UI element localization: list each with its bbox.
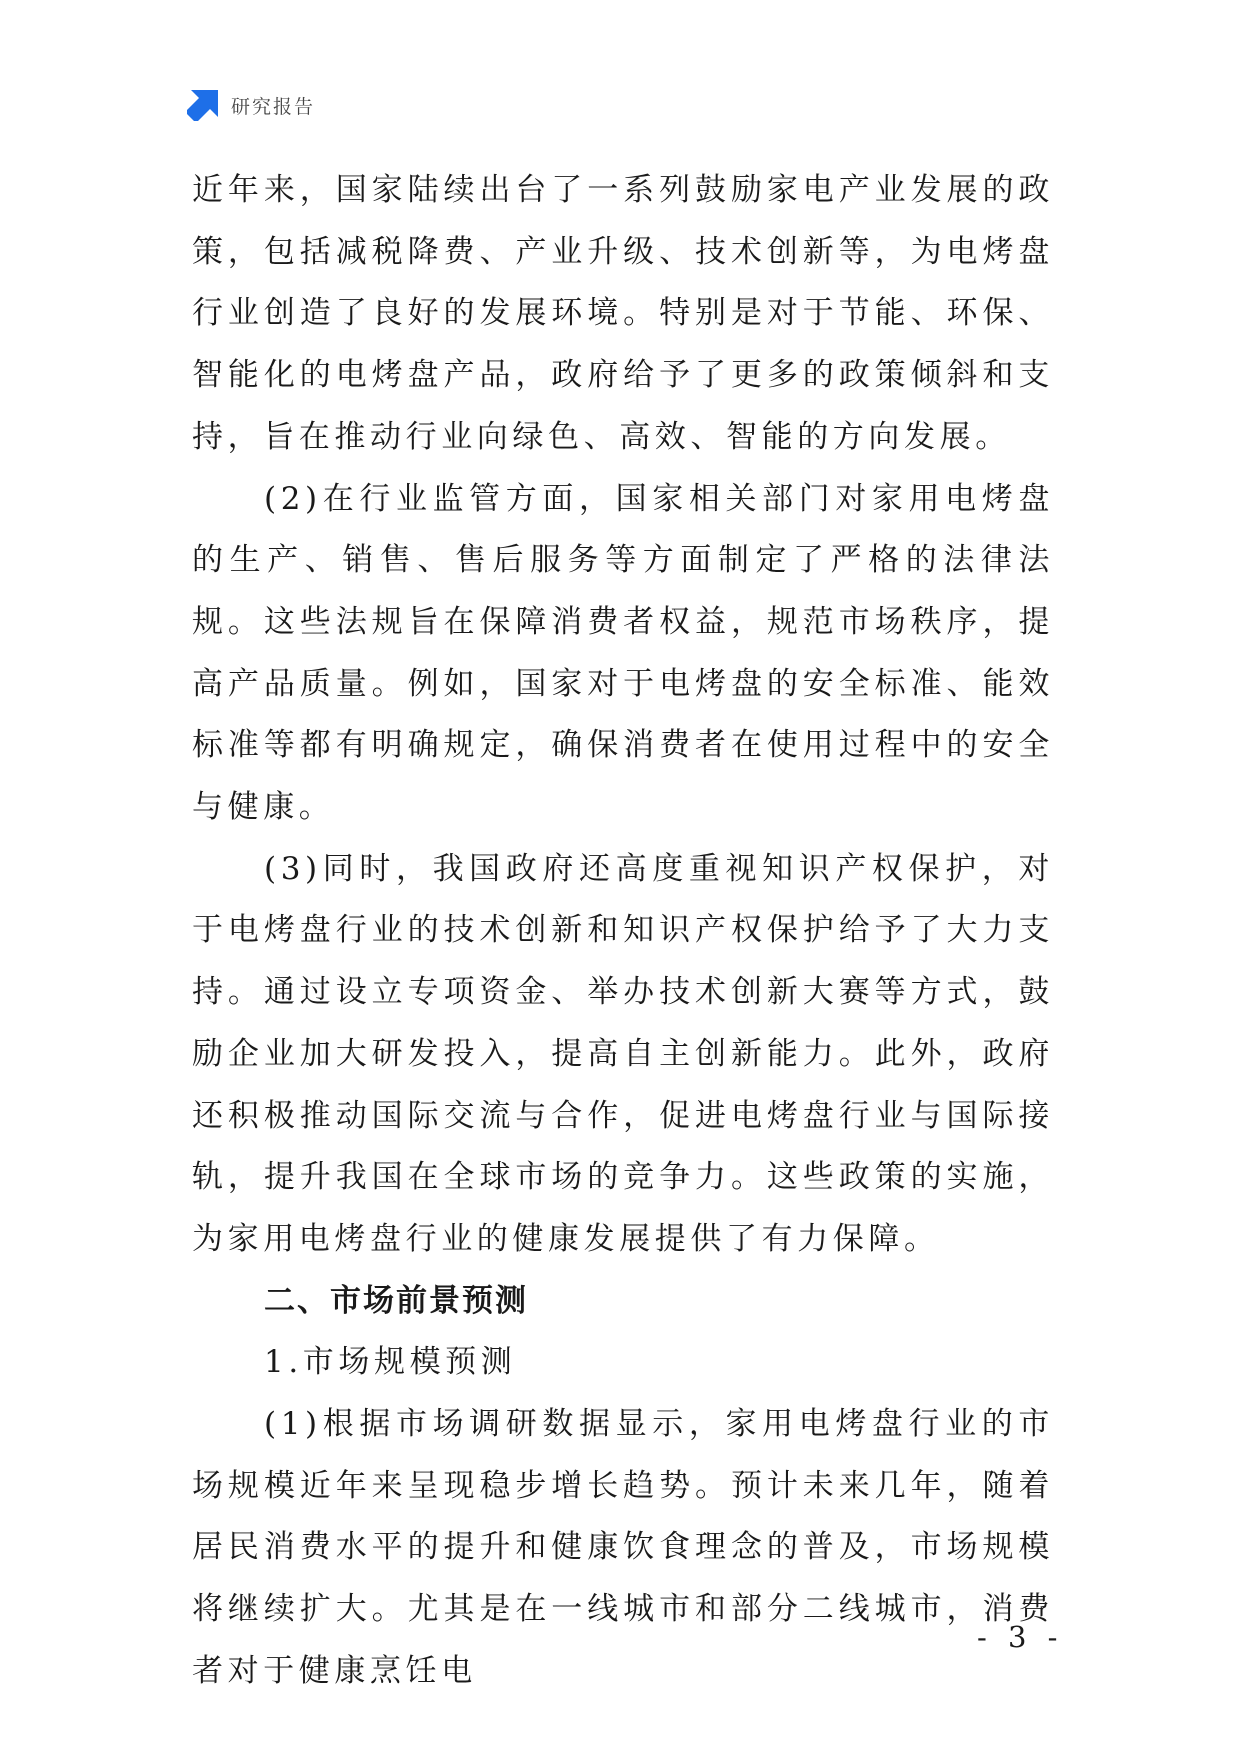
section-heading: 二、市场前景预测 <box>264 1282 528 1319</box>
paragraph-ip-protection: (3)同时，我国政府还高度重视知识产权保护，对于电烤盘行业的技术创新和知识产权保护给予了大力支持。通过设立专项资金、举办技术创新大赛等方式，鼓励企业加大研发投入，提高自主创新能力。此外，政府还积极推动国际交流与合作，促进电烤盘行业与国际接轨，提升我国在全球市场的竞争力。这些政策的实施，为家用电烤盘行业的健康发展提供了有力保障。 <box>192 850 1054 1257</box>
arrow-up-right-icon <box>187 89 219 121</box>
subsection-heading: 1.市场规模预测 <box>264 1344 517 1381</box>
paragraph-regulation: (2)在行业监管方面，国家相关部门对家用电烤盘的生产、销售、售后服务等方面制定了严格的法律法规。这些法规旨在保障消费者权益，规范市场秩序，提高产品质量。例如，国家对于电烤盘的安全标准、能效标准等都有明确规定，确保消费者在使用过程中的安全与健康。 <box>192 480 1054 826</box>
paragraph-market-size: (1)根据市场调研数据显示，家用电烤盘行业的市场规模近年来呈现稳步增长趋势。预计未来几年，随着居民消费水平的提升和健康饮食理念的普及，市场规模将继续扩大。尤其是在一线城市和部分二线城市，消费者对于健康烹饪电 <box>192 1406 1054 1689</box>
report-header <box>187 88 315 122</box>
header-title: 研究报告 <box>231 95 316 118</box>
page-number: - 3 - <box>977 1620 1064 1654</box>
document-body <box>192 160 1054 1703</box>
paragraph-policy-support: 近年来，国家陆续出台了一系列鼓励家电产业发展的政策，包括减税降费、产业升级、技术创新等，为电烤盘行业创造了良好的发展环境。特别是对于节能、环保、智能化的电烤盘产品，政府给予了更多的政策倾斜和支持，旨在推动行业向绿色、高效、智能的方向发展。 <box>192 172 1054 455</box>
